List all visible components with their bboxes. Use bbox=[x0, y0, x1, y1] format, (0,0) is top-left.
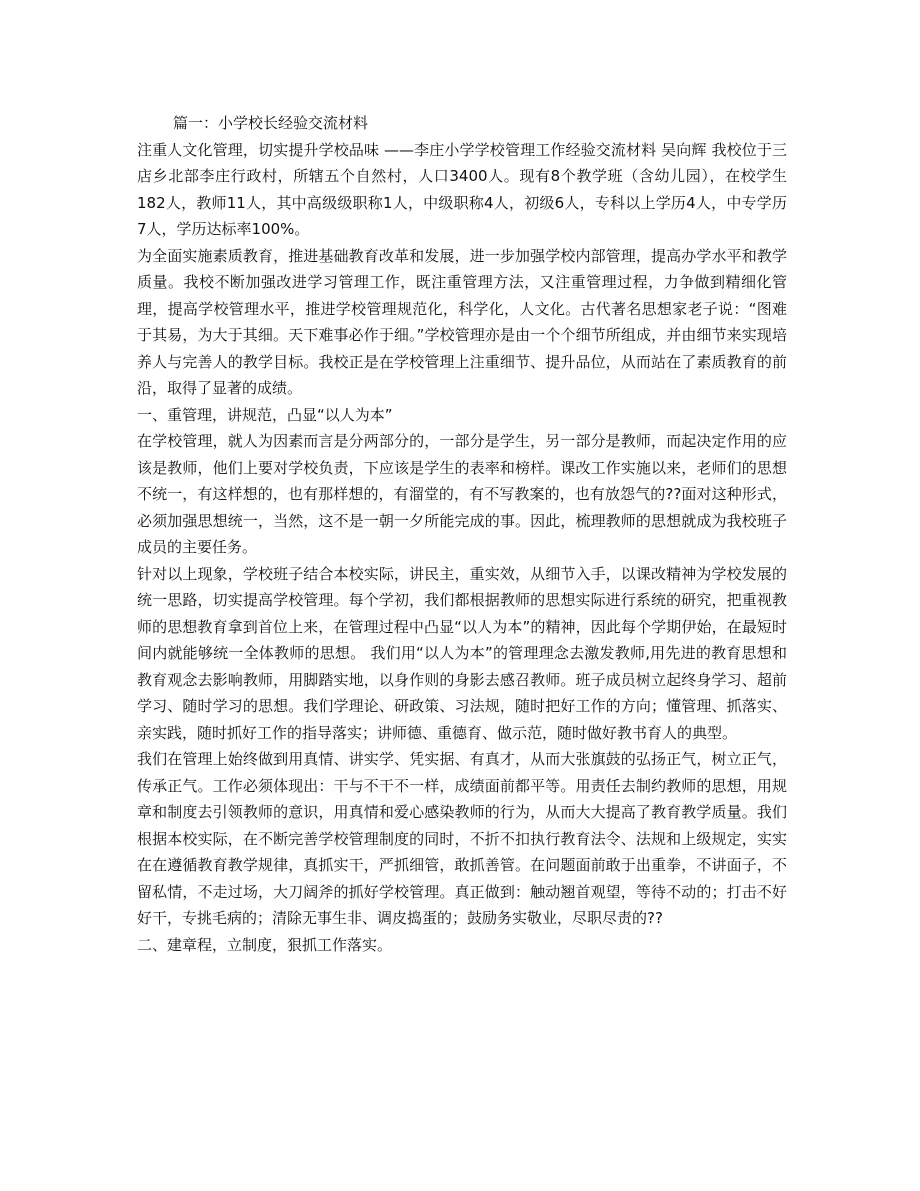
intro-paragraph: 注重人文化管理，切实提升学校品味 ——李庄小学学校管理工作经验交流材料 吴向辉 我校位于三店乡北部李庄行政村，所辖五个自然村，人口3400人。现有8个教学班（含幼儿园），在校学生182人，教师11人，其中高级级职称1人，中级职称4人，初级6人，专科以上学历4人，中专学历7人，学历达标率100%。 bbox=[137, 140, 787, 238]
document-body bbox=[137, 110, 787, 958]
paragraph-management-practice: 我们在管理上始终做到用真情、讲实学、凭实据、有真才，从而大张旗鼓的弘扬正气，树立正气，传承正气。工作必须体现出：干与不干不一样，成绩面前都平等。用责任去制约教师的思想，用规章和制度去引领教师的意识，用真情和爱心感染教师的行为，从而大大提高了教育教学质量。我们根据本校实际，在不断完善学校管理制度的同时，不折不扣执行教育法令、法规和上级规定，实实在在遵循教育教学规律，真抓实干，严抓细管，敢抓善管。在问题面前敢于出重拳，不讲面子，不留私情，不走过场，大刀阔斧的抓好学校管理。真正做到：触动翘首观望，等待不动的；打击不好好干，专挑毛病的；清除无事生非、调皮捣蛋的；鼓励务实敬业，尽职尽责的?? bbox=[137, 750, 787, 927]
section-heading-1: 一、重管理，讲规范，凸显“以人为本” bbox=[137, 405, 393, 424]
section-heading-2: 二、建章程，立制度，狠抓工作落实。 bbox=[137, 935, 393, 954]
paragraph-leadership: 针对以上现象，学校班子结合本校实际，讲民主，重实效，从细节入手，以课改精神为学校发展的统一思路，切实提高学校管理。每个学初，我们都根据教师的思想实际进行系统的研究，把重视教师的思想教育拿到首位上来，在管理过程中凸显“以人为本”的精神，因此每个学期伊始，在最短时间内就能够统一全体教师的思想。 我们用“以人为本”的管理理念去激发教师,用先进的教育思想和教育观念去影响教师，用脚踏实地，以身作则的身影去感召教师。班子成员树立起终身学习、超前学习、随时学习的思想。我们学理论、研政策、习法规，随时把好工作的方向；懂管理、抓落实、亲实践，随时抓好工作的指导落实；讲师德、重德育、做示范，随时做好教书育人的典型。 bbox=[137, 564, 787, 742]
paragraph-quality-education: 为全面实施素质教育，推进基础教育改革和发展，进一步加强学校内部管理，提高办学水平和教学质量。我校不断加强改进学习管理工作，既注重管理方法，又注重管理过程，力争做到精细化管理，提高学校管理水平，推进学校管理规范化，科学化，人文化。古代著名思想家老子说：“图难于其易，为大于其细。天下难事必作于细。”学校管理亦是由一个个细节所组成，并由细节来实现培养人与完善人的教学目标。我校正是在学校管理上注重细节、提升品位，从而站在了素质教育的前沿，取得了显著的成绩。 bbox=[137, 246, 787, 397]
document-title: 篇一：小学校长经验交流材料 bbox=[173, 114, 369, 132]
paragraph-teacher-thoughts: 在学校管理，就人为因素而言是分两部分的，一部分是学生，另一部分是教师，而起决定作用的应该是教师，他们上要对学校负责，下应该是学生的表率和榜样。课改工作实施以来，老师们的思想不统一，有这样想的，也有那样想的，有溜堂的，有不写教案的，也有放怨气的??面对这种形式，必须加强思想统一，当然，这不是一朝一夕所能完成的事。因此，梳理教师的思想就成为我校班子成员的主要任务。 bbox=[137, 432, 787, 556]
